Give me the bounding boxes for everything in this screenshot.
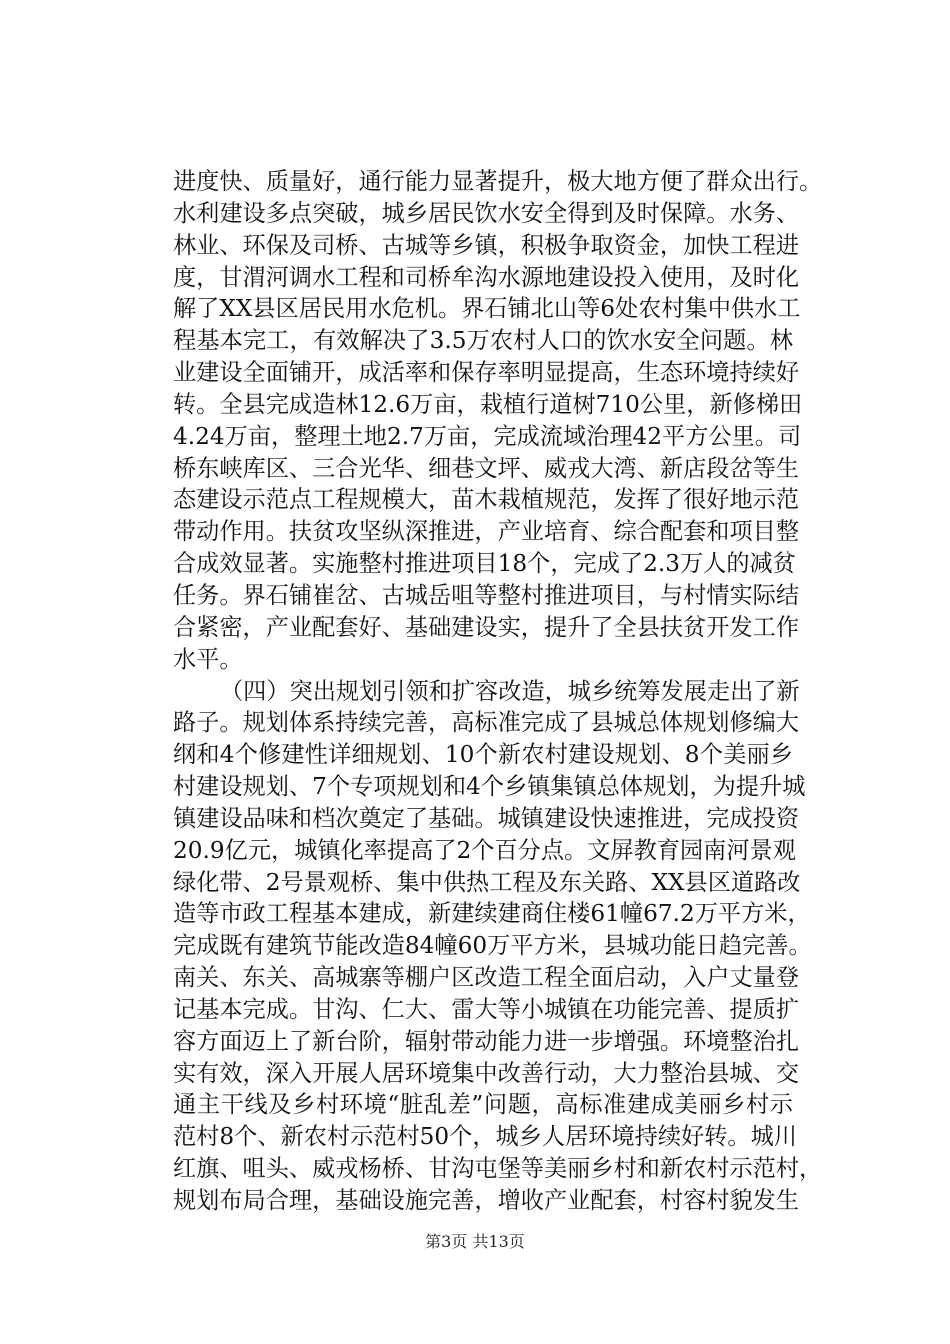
text-line: 镇建设品味和档次奠定了基础。城镇建设快速推进，完成投资 bbox=[173, 804, 800, 832]
text-line: 村建设规划、7个专项规划和4个乡镇集镇总体规划，为提升城 bbox=[173, 773, 806, 801]
text-line: 红旗、咀头、威戎杨桥、甘沟屯堡等美丽乡村和新农村示范村， bbox=[173, 1155, 823, 1183]
text-line: 20.9亿元，城镇化率提高了2个百分点。文屏教育园南河景观 bbox=[173, 836, 796, 864]
text-line: 水平。 bbox=[173, 645, 243, 673]
text-line: 范村8个、新农村示范村50个，城乡人居环境持续好转。城川 bbox=[173, 1123, 797, 1151]
text-line: 水利建设多点突破，城乡居民饮水安全得到及时保障。水务、 bbox=[173, 199, 800, 227]
text-line: 实有效，深入开展人居环境集中改善行动，大力整治县城、交 bbox=[173, 1059, 800, 1087]
text-line: 林业、环保及司桥、古城等乡镇，积极争取资金，加快工程进 bbox=[173, 231, 800, 259]
text-line: 4.24万亩，整理土地2.7万亩，完成流域治理42平方公里。司 bbox=[173, 422, 802, 450]
text-line: 造等市政工程基本建成，新建续建商住楼61幢67.2万平方米， bbox=[173, 900, 811, 928]
text-line: 路子。规划体系持续完善，高标准完成了县城总体规划修编大 bbox=[173, 709, 800, 737]
text-line: 通主干线及乡村环境“脏乱差”问题，高标准建成美丽乡村示 bbox=[173, 1091, 793, 1119]
text-line: 纲和4个修建性详细规划、10个新农村建设规划、8个美丽乡 bbox=[173, 741, 793, 769]
text-line: 程基本完工，有效解决了3.5万农村人口的饮水安全问题。林 bbox=[173, 327, 793, 355]
text-line: 转。全县完成造林12.6万亩，栽植行道树710公里，新修梯田 bbox=[173, 390, 803, 418]
text-line: 合紧密，产业配套好、基础建设实，提升了全县扶贫开发工作 bbox=[173, 613, 800, 641]
text-line: 绿化带、2号景观桥、集中供热工程及东关路、XX县区道路改 bbox=[173, 868, 801, 896]
text-line: 南关、东关、高城寨等棚户区改造工程全面启动，入户丈量登 bbox=[173, 964, 800, 992]
text-line: 进度快、质量好，通行能力显著提升，极大地方便了群众出行。 bbox=[173, 168, 823, 195]
body-text bbox=[173, 166, 823, 1217]
page-number: 第3页 共13页 bbox=[425, 1232, 525, 1251]
text-line: 桥东峡库区、三合光华、细巷文坪、威戎大湾、新店段岔等生 bbox=[173, 454, 800, 482]
page-footer bbox=[0, 1232, 950, 1252]
text-line: 度，甘渭河调水工程和司桥牟沟水源地建设投入使用，及时化 bbox=[173, 263, 800, 291]
text-line: 容方面迈上了新台阶，辐射带动能力进一步增强。环境整治扎 bbox=[173, 1027, 800, 1055]
text-line: 记基本完成。甘沟、仁大、雷大等小城镇在功能完善、提质扩 bbox=[173, 995, 800, 1023]
text-line: 任务。界石铺崔岔、古城岳咀等整村推进项目，与村情实际结 bbox=[173, 581, 800, 609]
text-line: 解了XX县区居民用水危机。界石铺北山等6处农村集中供水工 bbox=[173, 295, 801, 323]
text-line: 合成效显著。实施整村推进项目18个，完成了2.3万人的减贫 bbox=[173, 550, 796, 578]
text-line: 规划布局合理，基础设施完善，增收产业配套，村容村貌发生 bbox=[173, 1187, 800, 1214]
text-line: 态建设示范点工程规模大，苗木栽植规范，发挥了很好地示范 bbox=[173, 486, 800, 514]
section-heading-line: （四）突出规划引领和扩容改造，城乡统筹发展走出了新 bbox=[220, 677, 800, 705]
text-line: 业建设全面铺开，成活率和保存率明显提高，生态环境持续好 bbox=[173, 359, 800, 387]
text-line: 带动作用。扶贫攻坚纵深推进，产业培育、综合配套和项目整 bbox=[173, 518, 800, 546]
text-line: 完成既有建筑节能改造84幢60万平方米，县城功能日趋完善。 bbox=[173, 932, 812, 960]
